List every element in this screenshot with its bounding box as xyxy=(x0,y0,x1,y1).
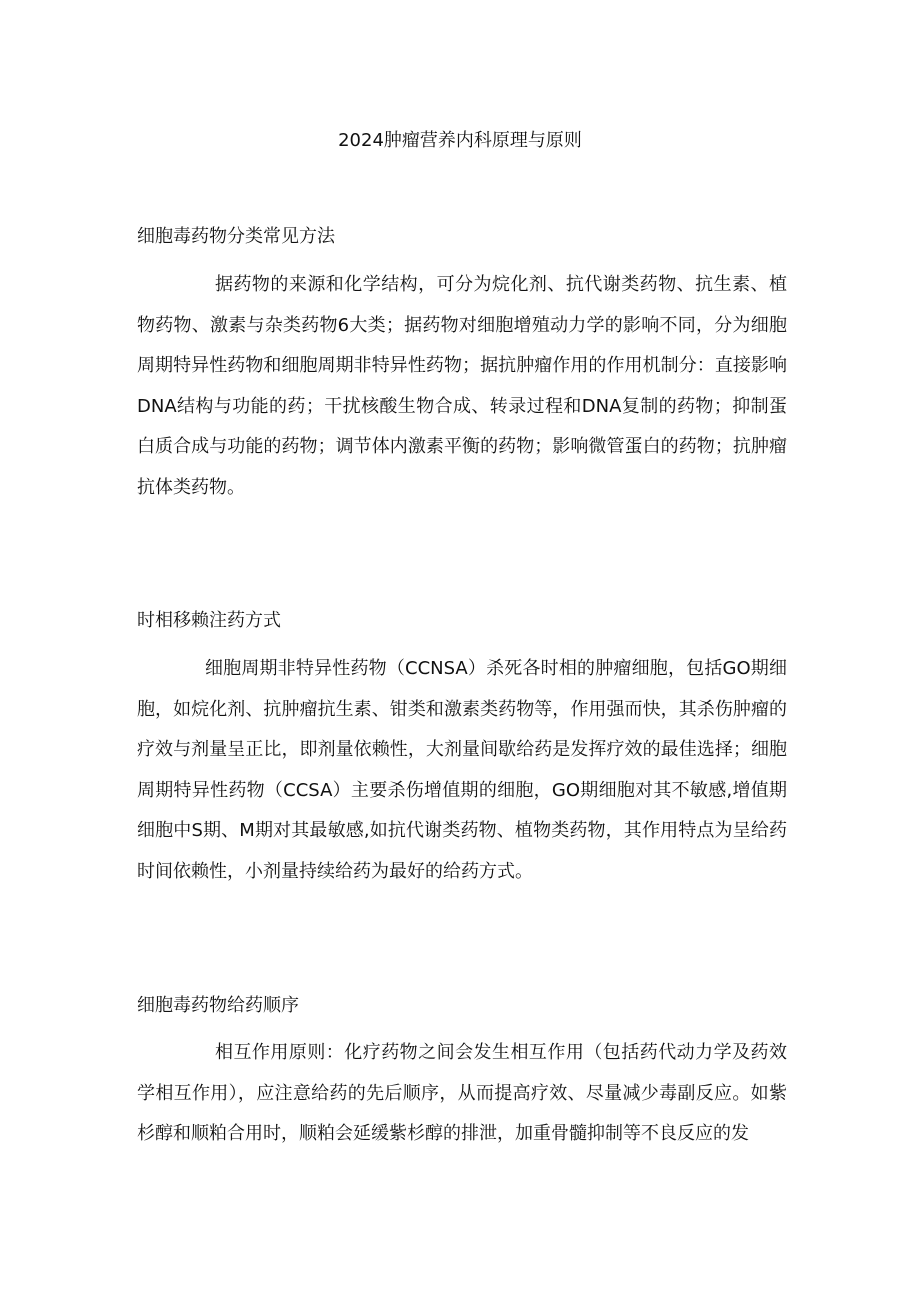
section-heading-phase-dependent-dosing: 时相移赖注药方式 xyxy=(137,610,281,631)
section-paragraph-phase-dependent-dosing: 细胞周期非特异性药物（CCNSA）杀死各时相的肿瘤细胞，包括GO期细胞，如烷化剂、抗肿瘤抗生素、钳类和激素类药物等，作用强而快，其杀伤肿瘤的疗效与剂量呈正比，即剂量依赖性，大剂量间歇给药是发挥疗效的最佳选择；细胞周期特异性药物（CCSA）主要杀伤增值期的细胞，GO期细胞对其不敏感,增值期细胞中S期、M期对其最敏感,如抗代谢类药物、植物类药物，其作用特点为呈给药时间依赖性，小剂量持续给药为最好的给药方式。 xyxy=(137,658,787,882)
document-title: 2024肿瘤营养内科原理与原则 xyxy=(338,130,582,151)
section-heading-administration-order: 细胞毒药物给药顺序 xyxy=(137,995,299,1016)
section-paragraph-drug-classification: 据药物的来源和化学结构，可分为烷化剂、抗代谢类药物、抗生素、植物药物、激素与杂类药物6大类；据药物对细胞增殖动力学的影响不同，分为细胞周期特异性药物和细胞周期非特异性药物；据抗肿瘤作用的作用机制分：直接影响DNA结构与功能的药；干扰核酸生物合成、转录过程和DNA复制的药物；抑制蛋白质合成与功能的药物；调节体内激素平衡的药物；影响微管蛋白的药物；抗肿瘤抗体类药物。 xyxy=(137,274,787,498)
section-heading-drug-classification: 细胞毒药物分类常见方法 xyxy=(137,226,335,247)
section-paragraph-administration-order: 相互作用原则：化疗药物之间会发生相互作用（包括药代动力学及药效学相互作用），应注意给药的先后顺序，从而提高疗效、尽量减少毒副反应。如紫杉醇和顺粕合用时，顺粕会延缓紫杉醇的排泄，加重骨髓抑制等不良反应的发 xyxy=(137,1042,787,1145)
